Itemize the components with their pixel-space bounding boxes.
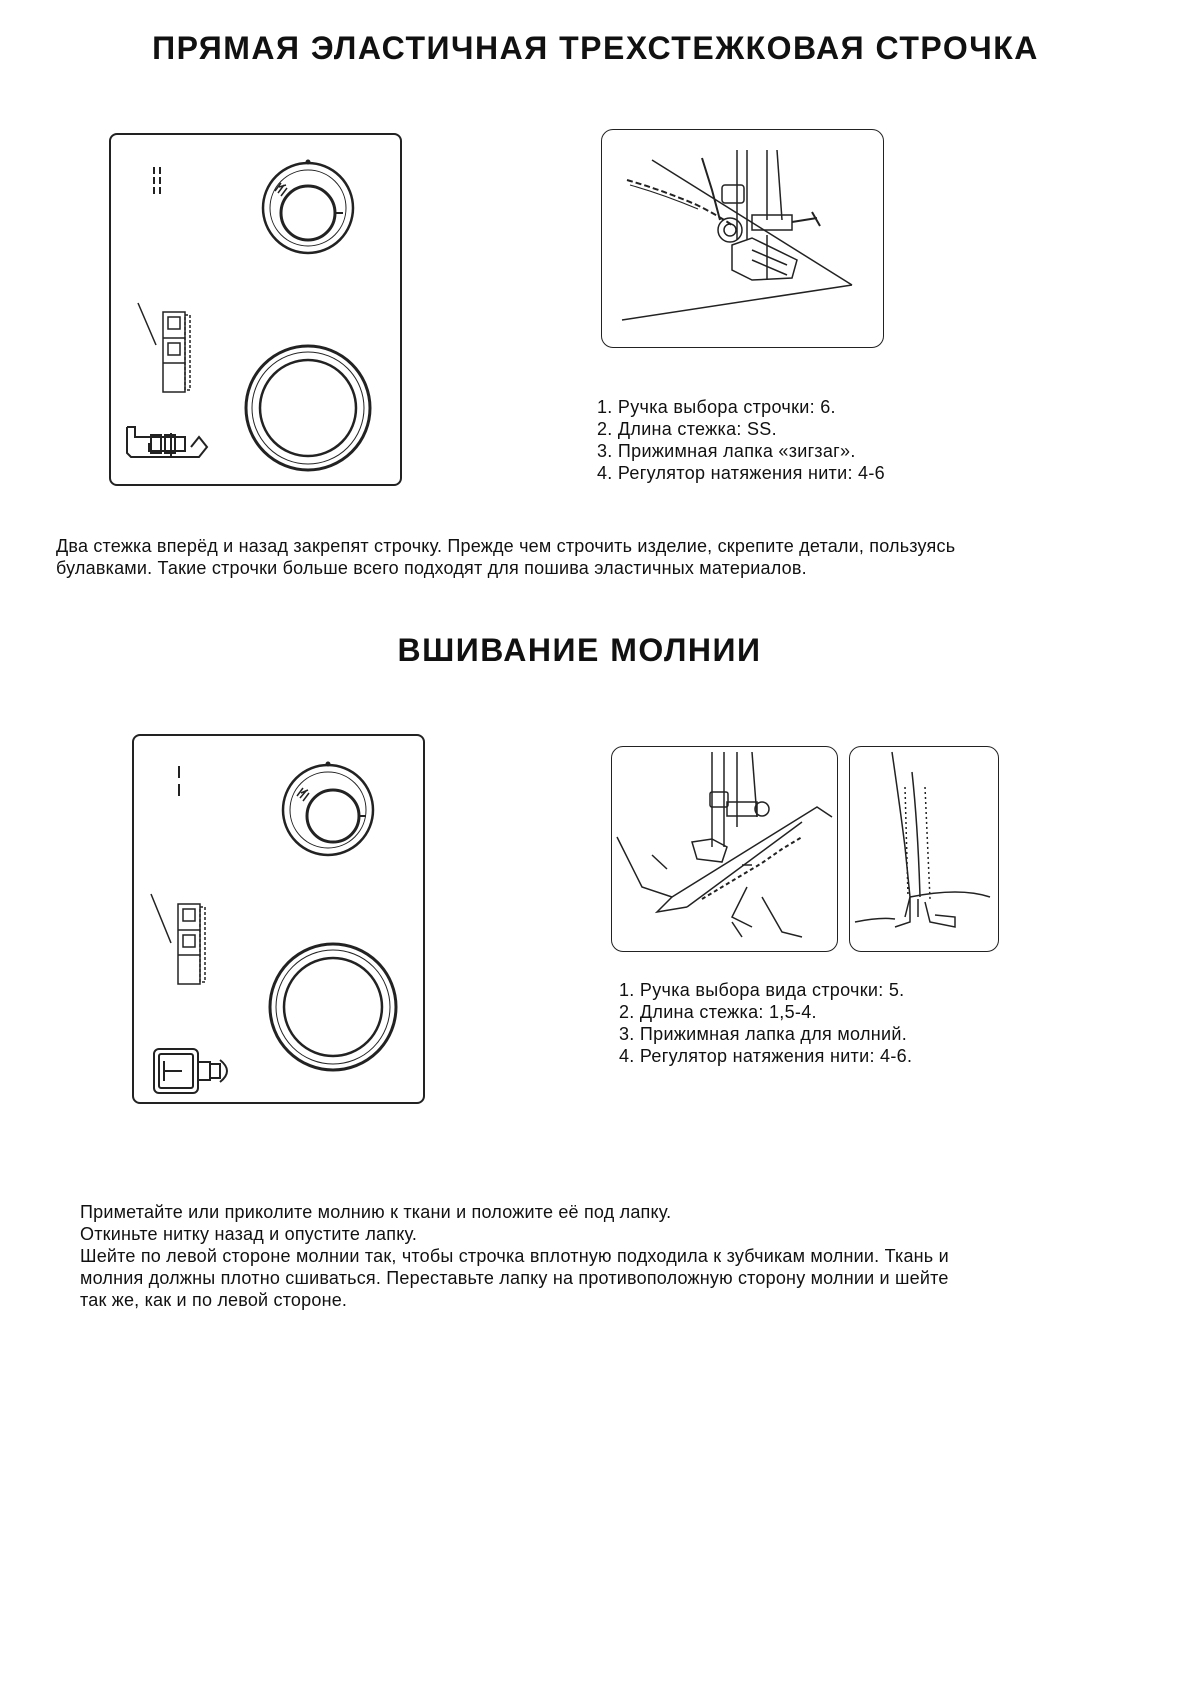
description-line: Откиньте нитку назад и опустите лапку. — [80, 1224, 418, 1244]
setting-item: 2. Длина стежка: SS. — [597, 419, 777, 439]
sewing-illustration-triple-stretch — [601, 129, 884, 348]
stitch-length-dial-icon — [283, 762, 373, 855]
description-line: Два стежка вперёд и назад закрепят строчку. Прежде чем строчить изделие, скрепите детали, пользуясь — [56, 536, 956, 556]
thread-tension-dial-icon — [246, 346, 370, 470]
description-triple-stretch — [56, 535, 955, 579]
description-line: молния должны плотно сшиваться. Переставьте лапку на противоположную сторону молнии и шейте — [80, 1268, 949, 1288]
section2-title: ВШИВАНИЕ МОЛНИИ — [397, 632, 762, 668]
sewing-illustration-zipper-foot — [611, 746, 838, 952]
description-line: так же, как и по левой стороне. — [80, 1290, 348, 1310]
description-line: Приметайте или приколите молнию к ткани и положите её под лапку. — [80, 1202, 672, 1222]
setting-item: 3. Прижимная лапка «зигзаг». — [597, 441, 856, 461]
zipper-presser-foot-icon — [154, 1049, 227, 1093]
settings-panel-triple-stretch — [109, 133, 402, 486]
triple-stitch-pattern-icon — [154, 167, 160, 194]
description-line: булавками. Такие строчки больше всего подходят для пошива эластичных материалов. — [56, 558, 807, 578]
sewing-illustration-finished-zipper — [849, 746, 999, 952]
setting-item: 2. Длина стежка: 1,5-4. — [619, 1002, 817, 1022]
thread-tension-dial-icon — [270, 944, 396, 1070]
settings-panel-zipper — [132, 734, 425, 1104]
zigzag-presser-foot-icon — [127, 427, 207, 457]
setting-item: 4. Регулятор натяжения нити: 4-6. — [619, 1046, 913, 1066]
stitch-selector-slider-icon — [151, 894, 205, 984]
settings-list-triple-stretch — [597, 396, 885, 484]
stitch-length-dial-icon — [263, 160, 353, 253]
settings-list-zipper — [619, 979, 912, 1067]
section1-title: ПРЯМАЯ ЭЛАСТИЧНАЯ ТРЕХСТЕЖКОВАЯ СТРОЧКА — [152, 30, 1039, 66]
setting-item: 3. Прижимная лапка для молний. — [619, 1024, 908, 1044]
setting-item: 4. Регулятор натяжения нити: 4-6 — [597, 463, 885, 483]
description-line: Шейте по левой стороне молнии так, чтобы строчка вплотную подходила к зубчикам молнии. Ткань и — [80, 1246, 949, 1266]
setting-item: 1. Ручка выбора вида строчки: 5. — [619, 980, 905, 1000]
stitch-selector-slider-icon — [138, 303, 190, 392]
setting-item: 1. Ручка выбора строчки: 6. — [597, 397, 836, 417]
description-zipper — [80, 1201, 949, 1311]
